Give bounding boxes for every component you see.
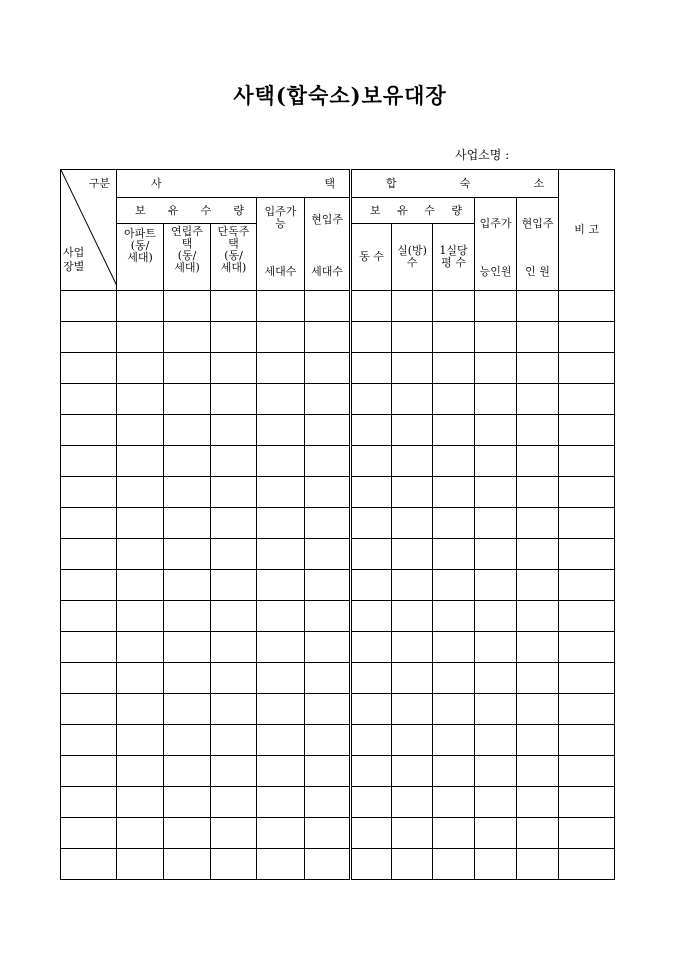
table-cell bbox=[351, 322, 392, 353]
table-cell bbox=[351, 725, 392, 756]
category-label: 구분 bbox=[88, 177, 110, 190]
table-cell bbox=[117, 756, 164, 787]
buildings-header: 동 수 bbox=[351, 224, 392, 291]
table-cell bbox=[433, 787, 475, 818]
table-cell bbox=[517, 632, 559, 663]
table-cell bbox=[117, 632, 164, 663]
table-cell bbox=[257, 446, 305, 477]
table-row bbox=[61, 725, 615, 756]
table-cell bbox=[351, 694, 392, 725]
table-cell bbox=[433, 601, 475, 632]
table-cell bbox=[559, 601, 615, 632]
table-cell bbox=[517, 818, 559, 849]
table-cell bbox=[517, 477, 559, 508]
table-cell bbox=[559, 322, 615, 353]
table-cell bbox=[475, 446, 517, 477]
table-cell bbox=[61, 632, 117, 663]
table-cell bbox=[305, 663, 351, 694]
table-cell bbox=[257, 322, 305, 353]
housing-ledger-table bbox=[60, 169, 615, 880]
table-cell bbox=[351, 477, 392, 508]
available-households-header bbox=[257, 198, 305, 291]
table-row bbox=[61, 353, 615, 384]
table-cell bbox=[211, 446, 257, 477]
table-cell bbox=[392, 384, 433, 415]
table-cell bbox=[559, 725, 615, 756]
table-cell bbox=[211, 756, 257, 787]
table-cell bbox=[211, 570, 257, 601]
current-households-top: 현입주 bbox=[311, 213, 343, 226]
table-cell bbox=[164, 477, 211, 508]
table-cell bbox=[117, 818, 164, 849]
table-cell bbox=[559, 632, 615, 663]
housing-char: 택 bbox=[324, 176, 336, 190]
table-row bbox=[61, 694, 615, 725]
table-cell bbox=[392, 756, 433, 787]
table-cell bbox=[517, 756, 559, 787]
table-cell bbox=[164, 322, 211, 353]
table-cell bbox=[117, 849, 164, 880]
table-cell bbox=[351, 756, 392, 787]
business-site-label: 사업 장별 bbox=[63, 246, 85, 273]
table-cell bbox=[117, 570, 164, 601]
table-cell bbox=[164, 446, 211, 477]
table-cell bbox=[61, 570, 117, 601]
table-cell bbox=[475, 384, 517, 415]
table-cell bbox=[211, 725, 257, 756]
table-cell bbox=[517, 508, 559, 539]
table-cell bbox=[392, 663, 433, 694]
table-cell bbox=[559, 787, 615, 818]
table-cell bbox=[559, 291, 615, 322]
table-cell bbox=[517, 694, 559, 725]
table-cell bbox=[164, 384, 211, 415]
table-cell bbox=[257, 539, 305, 570]
table-cell bbox=[475, 477, 517, 508]
table-cell bbox=[517, 601, 559, 632]
table-cell bbox=[305, 818, 351, 849]
dormitory-group-header bbox=[351, 170, 559, 198]
table-cell bbox=[392, 601, 433, 632]
table-cell bbox=[351, 601, 392, 632]
table-cell bbox=[475, 322, 517, 353]
table-cell bbox=[211, 384, 257, 415]
table-cell bbox=[475, 415, 517, 446]
table-cell bbox=[164, 756, 211, 787]
table-cell bbox=[211, 415, 257, 446]
table-cell bbox=[117, 539, 164, 570]
area-per-room-header: 1실당 평 수 bbox=[433, 224, 475, 291]
table-cell bbox=[517, 446, 559, 477]
table-cell bbox=[475, 508, 517, 539]
table-cell bbox=[164, 787, 211, 818]
table-cell bbox=[559, 508, 615, 539]
available-persons-header bbox=[475, 198, 517, 291]
apartment-header: 아파트 (동/ 세대) bbox=[117, 224, 164, 291]
table-cell bbox=[61, 663, 117, 694]
holdings-char: 수 bbox=[424, 203, 435, 217]
table-cell bbox=[433, 756, 475, 787]
table-cell bbox=[305, 849, 351, 880]
table-cell bbox=[475, 694, 517, 725]
table-cell bbox=[257, 694, 305, 725]
housing-holdings-header bbox=[117, 198, 257, 224]
table-cell bbox=[164, 818, 211, 849]
table-cell bbox=[351, 787, 392, 818]
table-cell bbox=[559, 570, 615, 601]
table-cell bbox=[305, 508, 351, 539]
table-cell bbox=[211, 849, 257, 880]
table-row bbox=[61, 291, 615, 322]
current-households-header bbox=[305, 198, 351, 291]
holdings-char: 보 bbox=[370, 203, 381, 217]
table-cell bbox=[475, 570, 517, 601]
table-cell bbox=[517, 353, 559, 384]
table-row bbox=[61, 322, 615, 353]
table-cell bbox=[433, 663, 475, 694]
table-cell bbox=[61, 694, 117, 725]
table-cell bbox=[559, 849, 615, 880]
table-cell bbox=[257, 415, 305, 446]
table-cell bbox=[117, 508, 164, 539]
table-cell bbox=[61, 539, 117, 570]
table-cell bbox=[61, 756, 117, 787]
table-cell bbox=[257, 570, 305, 601]
table-cell bbox=[475, 725, 517, 756]
table-row bbox=[61, 849, 615, 880]
table-cell bbox=[517, 322, 559, 353]
table-cell bbox=[211, 632, 257, 663]
table-cell bbox=[257, 818, 305, 849]
category-diagonal-cell bbox=[61, 170, 117, 291]
table-cell bbox=[305, 632, 351, 663]
table-cell bbox=[257, 849, 305, 880]
table-cell bbox=[305, 694, 351, 725]
table-cell bbox=[351, 446, 392, 477]
table-cell bbox=[305, 601, 351, 632]
table-row bbox=[61, 508, 615, 539]
table-cell bbox=[392, 849, 433, 880]
table-row bbox=[61, 539, 615, 570]
table-row bbox=[61, 601, 615, 632]
table-cell bbox=[61, 415, 117, 446]
table-cell bbox=[475, 663, 517, 694]
table-cell bbox=[475, 632, 517, 663]
table-cell bbox=[475, 601, 517, 632]
table-cell bbox=[305, 446, 351, 477]
table-cell bbox=[164, 632, 211, 663]
table-cell bbox=[257, 663, 305, 694]
current-persons-top: 현입주 bbox=[521, 217, 554, 230]
table-cell bbox=[517, 725, 559, 756]
table-row bbox=[61, 663, 615, 694]
table-cell bbox=[61, 384, 117, 415]
table-cell bbox=[517, 384, 559, 415]
row-house-header: 연립주 택 (동/ 세대) bbox=[164, 224, 211, 291]
table-cell bbox=[257, 477, 305, 508]
table-cell bbox=[305, 539, 351, 570]
table-cell bbox=[433, 415, 475, 446]
holdings-char: 량 bbox=[233, 203, 244, 217]
table-cell bbox=[305, 322, 351, 353]
table-row bbox=[61, 415, 615, 446]
table-cell bbox=[61, 601, 117, 632]
table-cell bbox=[164, 663, 211, 694]
holdings-char: 수 bbox=[200, 203, 212, 217]
table-cell bbox=[559, 539, 615, 570]
dorm-char: 합 bbox=[386, 176, 397, 190]
table-cell bbox=[351, 818, 392, 849]
current-households-bottom: 세대수 bbox=[311, 265, 343, 278]
table-cell bbox=[117, 477, 164, 508]
table-cell bbox=[475, 849, 517, 880]
table-cell bbox=[351, 353, 392, 384]
table-cell bbox=[164, 415, 211, 446]
current-persons-header bbox=[517, 198, 559, 291]
table-cell bbox=[559, 818, 615, 849]
table-cell bbox=[61, 508, 117, 539]
table-cell bbox=[257, 787, 305, 818]
table-cell bbox=[164, 291, 211, 322]
table-cell bbox=[257, 725, 305, 756]
dorm-char: 소 bbox=[533, 176, 545, 190]
table-cell bbox=[392, 539, 433, 570]
table-cell bbox=[433, 322, 475, 353]
table-cell bbox=[475, 756, 517, 787]
table-cell bbox=[211, 601, 257, 632]
table-cell bbox=[61, 446, 117, 477]
available-households-bottom: 세대수 bbox=[264, 265, 297, 278]
table-cell bbox=[164, 601, 211, 632]
table-cell bbox=[392, 508, 433, 539]
table-cell bbox=[257, 632, 305, 663]
remarks-header: 비 고 bbox=[559, 170, 615, 291]
housing-group-header bbox=[117, 170, 351, 198]
table-cell bbox=[117, 291, 164, 322]
table-cell bbox=[117, 384, 164, 415]
available-persons-bottom: 능인원 bbox=[479, 265, 512, 278]
business-name-label: 사업소명 : bbox=[455, 148, 510, 162]
rooms-header: 실(방) 수 bbox=[392, 224, 433, 291]
table-cell bbox=[351, 539, 392, 570]
table-cell bbox=[61, 787, 117, 818]
table-cell bbox=[475, 539, 517, 570]
table-cell bbox=[211, 291, 257, 322]
table-cell bbox=[351, 508, 392, 539]
table-cell bbox=[433, 508, 475, 539]
table-row bbox=[61, 632, 615, 663]
table-cell bbox=[392, 446, 433, 477]
table-cell bbox=[211, 477, 257, 508]
table-cell bbox=[517, 570, 559, 601]
table-cell bbox=[164, 353, 211, 384]
table-cell bbox=[305, 725, 351, 756]
table-cell bbox=[61, 818, 117, 849]
table-cell bbox=[392, 353, 433, 384]
table-cell bbox=[211, 539, 257, 570]
table-cell bbox=[392, 477, 433, 508]
table-cell bbox=[117, 725, 164, 756]
table-cell bbox=[517, 415, 559, 446]
table-cell bbox=[392, 787, 433, 818]
table-row bbox=[61, 756, 615, 787]
table-cell bbox=[392, 322, 433, 353]
table-cell bbox=[517, 663, 559, 694]
table-cell bbox=[433, 353, 475, 384]
dorm-holdings-header bbox=[351, 198, 475, 224]
table-cell bbox=[305, 787, 351, 818]
table-cell bbox=[305, 477, 351, 508]
table-cell bbox=[164, 849, 211, 880]
table-cell bbox=[257, 353, 305, 384]
table-cell bbox=[517, 787, 559, 818]
table-cell bbox=[433, 384, 475, 415]
table-cell bbox=[164, 539, 211, 570]
table-cell bbox=[164, 570, 211, 601]
table-row bbox=[61, 787, 615, 818]
table-cell bbox=[475, 353, 517, 384]
housing-char: 사 bbox=[151, 176, 162, 190]
table-cell bbox=[61, 849, 117, 880]
table-cell bbox=[392, 725, 433, 756]
table-cell bbox=[117, 415, 164, 446]
table-cell bbox=[433, 570, 475, 601]
table-cell bbox=[61, 353, 117, 384]
table-cell bbox=[559, 415, 615, 446]
table-cell bbox=[257, 601, 305, 632]
table-cell bbox=[433, 849, 475, 880]
table-cell bbox=[305, 353, 351, 384]
table-cell bbox=[559, 756, 615, 787]
table-cell bbox=[351, 570, 392, 601]
table-cell bbox=[517, 539, 559, 570]
table-cell bbox=[61, 725, 117, 756]
table-cell bbox=[305, 570, 351, 601]
table-cell bbox=[433, 446, 475, 477]
table-cell bbox=[117, 322, 164, 353]
table-cell bbox=[257, 508, 305, 539]
table-cell bbox=[211, 322, 257, 353]
table-cell bbox=[211, 787, 257, 818]
table-cell bbox=[211, 353, 257, 384]
table-cell bbox=[433, 818, 475, 849]
table-cell bbox=[475, 787, 517, 818]
table-cell bbox=[61, 322, 117, 353]
table-cell bbox=[559, 663, 615, 694]
table-cell bbox=[351, 632, 392, 663]
table-cell bbox=[392, 291, 433, 322]
table-cell bbox=[211, 508, 257, 539]
table-cell bbox=[305, 291, 351, 322]
table-cell bbox=[517, 849, 559, 880]
dorm-char: 숙 bbox=[459, 176, 471, 190]
table-cell bbox=[351, 384, 392, 415]
current-persons-bottom: 인 원 bbox=[525, 265, 550, 278]
table-row bbox=[61, 446, 615, 477]
page-title: 사택(합숙소)보유대장 bbox=[233, 83, 447, 108]
table-row bbox=[61, 818, 615, 849]
table-cell bbox=[211, 694, 257, 725]
holdings-char: 량 bbox=[451, 203, 462, 217]
table-cell bbox=[211, 663, 257, 694]
table-cell bbox=[61, 477, 117, 508]
table-row bbox=[61, 384, 615, 415]
table-cell bbox=[559, 477, 615, 508]
table-cell bbox=[257, 756, 305, 787]
table-cell bbox=[517, 291, 559, 322]
table-cell bbox=[305, 384, 351, 415]
table-cell bbox=[559, 446, 615, 477]
ledger-body bbox=[61, 291, 615, 880]
table-cell bbox=[392, 818, 433, 849]
table-cell bbox=[433, 291, 475, 322]
table-cell bbox=[351, 415, 392, 446]
table-cell bbox=[351, 663, 392, 694]
table-cell bbox=[164, 694, 211, 725]
table-row bbox=[61, 477, 615, 508]
table-cell bbox=[475, 818, 517, 849]
table-cell bbox=[392, 694, 433, 725]
available-households-top: 입주가 능 bbox=[264, 205, 297, 230]
available-persons-top: 입주가 bbox=[479, 217, 512, 230]
table-cell bbox=[392, 570, 433, 601]
table-cell bbox=[211, 818, 257, 849]
table-cell bbox=[475, 291, 517, 322]
table-cell bbox=[392, 415, 433, 446]
table-cell bbox=[559, 353, 615, 384]
table-cell bbox=[257, 384, 305, 415]
table-cell bbox=[351, 849, 392, 880]
table-cell bbox=[305, 415, 351, 446]
table-cell bbox=[392, 632, 433, 663]
holdings-char: 유 bbox=[397, 203, 408, 217]
table-cell bbox=[433, 539, 475, 570]
table-cell bbox=[117, 353, 164, 384]
table-cell bbox=[559, 384, 615, 415]
table-cell bbox=[559, 694, 615, 725]
table-cell bbox=[61, 291, 117, 322]
table-cell bbox=[117, 601, 164, 632]
table-cell bbox=[433, 632, 475, 663]
holdings-char: 보 bbox=[135, 203, 146, 217]
table-cell bbox=[305, 756, 351, 787]
table-row bbox=[61, 570, 615, 601]
table-cell bbox=[117, 446, 164, 477]
table-cell bbox=[257, 291, 305, 322]
table-cell bbox=[351, 291, 392, 322]
table-cell bbox=[433, 694, 475, 725]
holdings-char: 유 bbox=[167, 203, 179, 217]
table-cell bbox=[164, 508, 211, 539]
table-cell bbox=[433, 477, 475, 508]
table-cell bbox=[117, 694, 164, 725]
detached-house-header: 단독주 택 (동/ 세대) bbox=[211, 224, 257, 291]
table-cell bbox=[117, 663, 164, 694]
table-cell bbox=[117, 787, 164, 818]
table-cell bbox=[164, 725, 211, 756]
table-cell bbox=[433, 725, 475, 756]
